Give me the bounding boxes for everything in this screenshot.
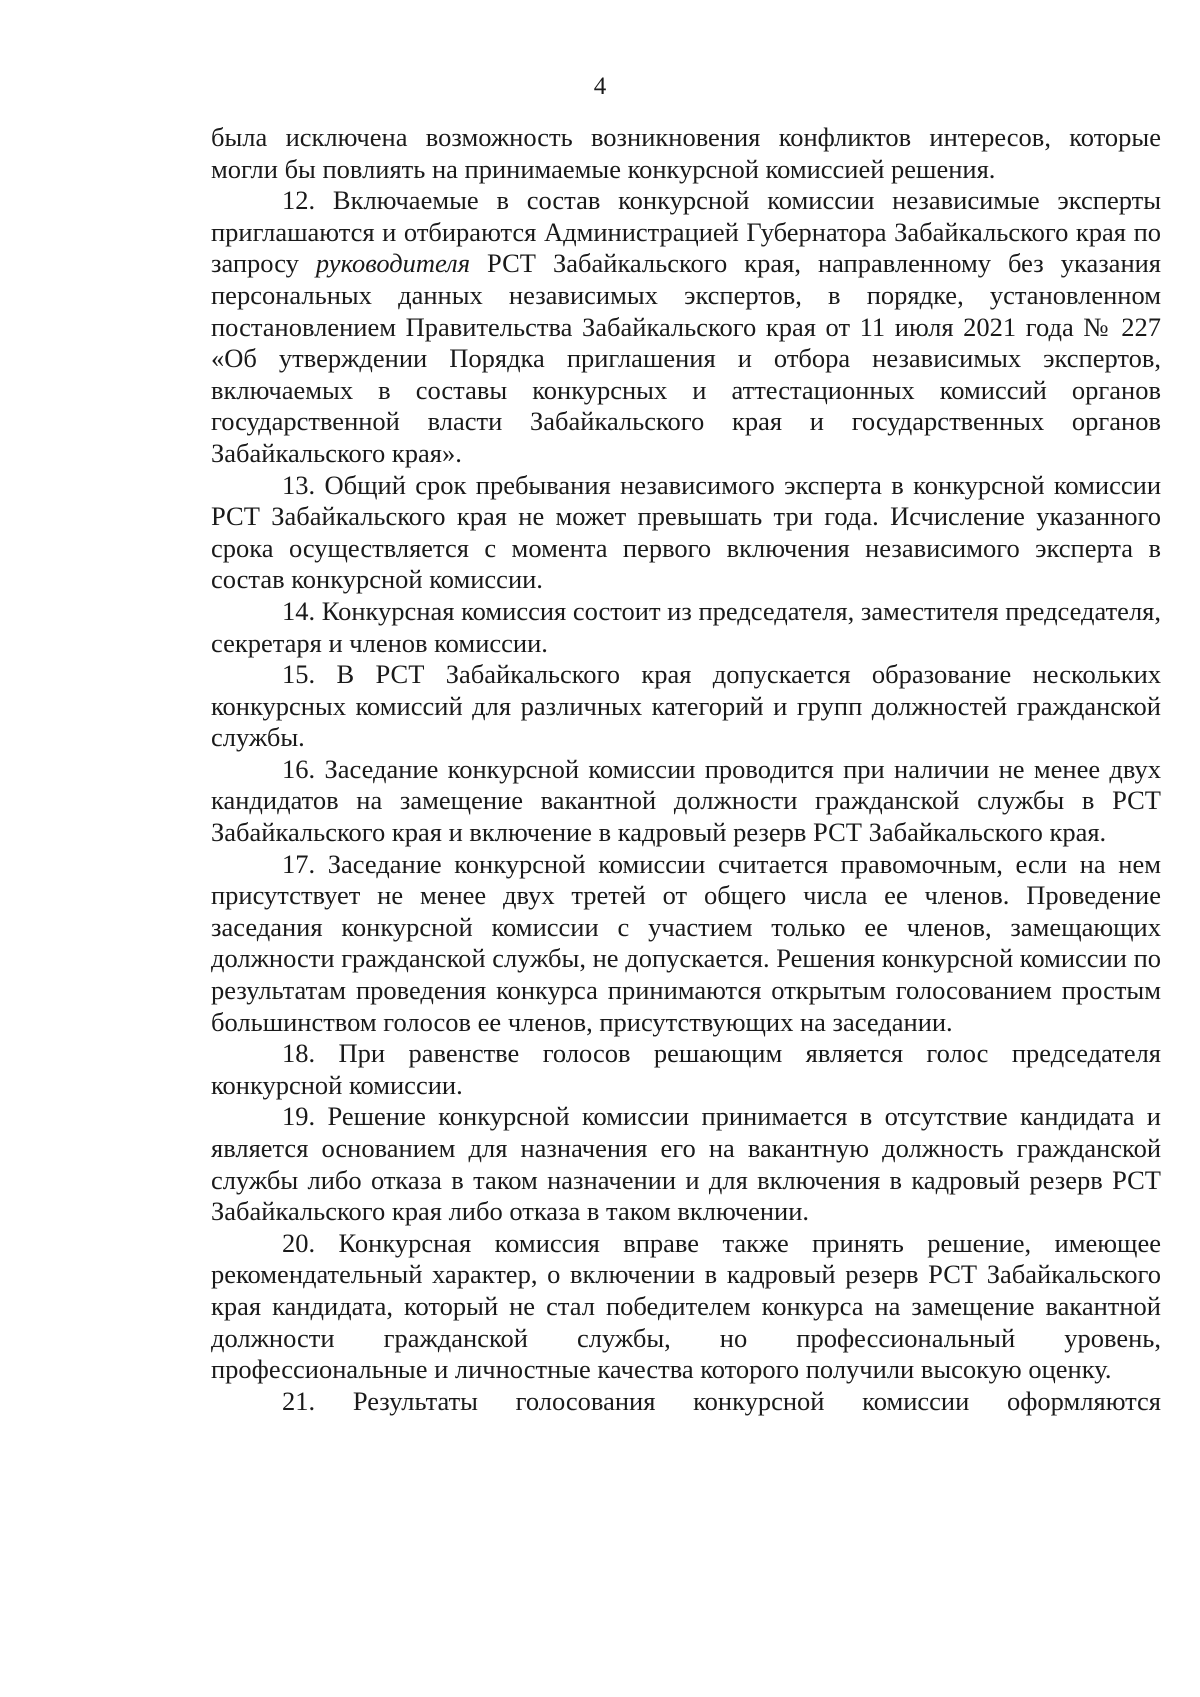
document-body: [211, 122, 1161, 1417]
paragraph-12-italic-word: руководителя: [315, 248, 471, 279]
paragraph-16: 16. Заседание конкурсной комиссии проводится при наличии не менее двух кандидатов на замещение вакантной должности гражданской службы в РСТ Забайкальского края и включение в кадровый резерв РСТ Забайкальского края.: [211, 753, 1161, 848]
page-number: 4: [593, 73, 607, 100]
paragraph-continuation: была исключена возможность возникновения конфликтов интересов, которые могли бы повлиять на принимаемые конкурсной комиссией решения.: [211, 122, 1161, 184]
paragraph-13: 13. Общий срок пребывания независимого эксперта в конкурсной комиссии РСТ Забайкальского края не может превышать три года. Исчисление указанного срока осуществляется с момента первого включения независимого эксперта в состав конкурсной комиссии.: [211, 469, 1161, 595]
paragraph-18: 18. При равенстве голосов решающим является голос председателя конкурсной комиссии.: [211, 1038, 1161, 1100]
paragraph-12: [211, 185, 1161, 469]
paragraph-14: 14. Конкурсная комиссия состоит из председателя, заместителя председателя, секретаря и членов комиссии.: [211, 595, 1161, 658]
paragraph-19: 19. Решение конкурсной комиссии принимается в отсутствие кандидата и является основанием для назначения его на вакантную должность гражданской службы либо отказа в таком назначении и для включения в кадровый резерв РСТ Забайкальского края либо отказа в таком включении.: [211, 1101, 1161, 1227]
paragraph-12-text-end: РСТ Забайкальского края, направленному без указания персональных данных независимых экспертов, в порядке, установленном постановлением Правительства Забайкальского края от 11 июля 2021 года № 227 «Об утверждении Порядка приглашения и отбора независимых экспертов, включаемых в составы конкурсных и аттестационных комиссий органов государственной власти Забайкальского края и государственных органов Забайкальского края».: [211, 248, 1161, 468]
paragraph-15: 15. В РСТ Забайкальского края допускается образование нескольких конкурсных комиссий для различных категорий и групп должностей гражданской службы.: [211, 659, 1161, 753]
paragraph-17: 17. Заседание конкурсной комиссии считается правомочным, если на нем присутствует не менее двух третей от общего числа ее членов. Проведение заседания конкурсной комиссии с участием только ее членов, замещающих должности гражданской службы, не допускается. Решения конкурсной комиссии по результатам проведения конкурса принимаются открытым голосованием простым большинством голосов ее членов, присутствующих на заседании.: [211, 848, 1161, 1037]
paragraph-20: 20. Конкурсная комиссия вправе также принять решение, имеющее рекомендательный характер, о включении в кадровый резерв РСТ Забайкальского края кандидата, который не стал победителем конкурса на замещение вакантной должности гражданской службы, но профессиональный уровень, профессиональные и личностные качества которого получили высокую оценку.: [211, 1227, 1161, 1385]
paragraph-12-text-start: 12. Включаемые в состав конкурсной комиссии независимые эксперты приглашаются и отбираются Администрацией Губернатора Забайкальского края по запросу: [211, 185, 1161, 279]
paragraph-21: 21. Результаты голосования конкурсной комиссии оформляются: [282, 1385, 1161, 1416]
